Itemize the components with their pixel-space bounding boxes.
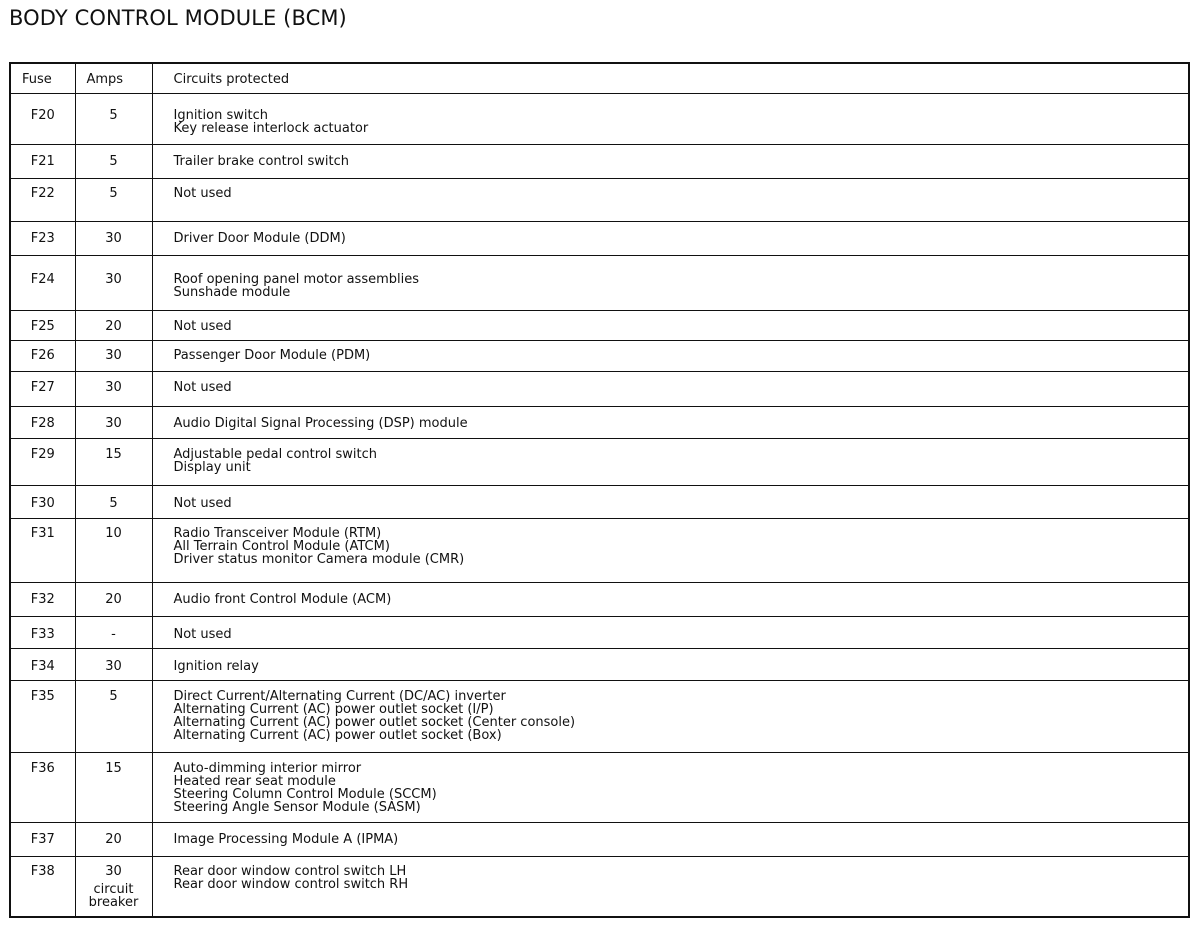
amps-value: 15 <box>105 760 122 776</box>
amps-cell <box>75 310 152 340</box>
fuse-id: F24 <box>30 271 55 287</box>
circuit-line: Ignition switch <box>173 107 268 123</box>
circuit-line: Radio Transceiver Module (RTM) <box>173 525 382 541</box>
fuse-cell <box>10 93 75 144</box>
circuit-line: Image Processing Module A (IPMA) <box>173 831 399 847</box>
amps-cell <box>75 144 152 178</box>
fuse-cell <box>10 406 75 438</box>
fuse-id: F36 <box>30 760 55 776</box>
circuits-cell <box>152 616 1189 648</box>
amps-cell <box>75 438 152 485</box>
amps-cell <box>75 485 152 518</box>
amps-value: 30 <box>105 415 122 431</box>
amps-value: 5 <box>109 107 118 123</box>
circuit-line: Passenger Door Module (PDM) <box>173 347 371 363</box>
fuse-id: F22 <box>30 185 55 201</box>
circuits-cell <box>152 438 1189 485</box>
fuse-id: F35 <box>30 688 55 704</box>
table-row <box>10 438 1189 485</box>
amps-value: 15 <box>105 446 122 462</box>
amps-value: 5 <box>109 688 118 704</box>
fuse-cell <box>10 438 75 485</box>
fuse-id: F27 <box>30 379 55 395</box>
table-row <box>10 144 1189 178</box>
fuse-id: F37 <box>30 831 55 847</box>
fuse-id: F31 <box>30 525 55 541</box>
circuit-line: Not used <box>173 379 232 395</box>
table-row <box>10 856 1189 917</box>
fuse-cell <box>10 255 75 310</box>
circuit-line: Audio Digital Signal Processing (DSP) module <box>173 415 468 431</box>
amps-value: 30 <box>105 379 122 395</box>
circuit-line: Adjustable pedal control switch <box>173 446 378 462</box>
amps-value: 30 <box>105 658 122 674</box>
circuit-line: Not used <box>173 626 232 642</box>
amps-cell <box>75 93 152 144</box>
fuse-cell <box>10 340 75 371</box>
amps-cell <box>75 406 152 438</box>
amps-value: 5 <box>109 495 118 511</box>
table-row <box>10 178 1189 221</box>
amps-cell <box>75 822 152 856</box>
fuse-cell <box>10 485 75 518</box>
circuit-line: Steering Column Control Module (SCCM) <box>173 786 437 802</box>
amps-value: breaker <box>88 894 139 910</box>
table-row <box>10 406 1189 438</box>
circuit-line: Roof opening panel motor assemblies <box>173 271 420 287</box>
circuit-line: Ignition relay <box>173 658 259 674</box>
circuit-line: All Terrain Control Module (ATCM) <box>173 538 390 554</box>
amps-value: 5 <box>109 153 118 169</box>
fuse-id: F38 <box>30 863 55 879</box>
fuse-id: F28 <box>30 415 55 431</box>
amps-value: 30 <box>105 863 122 879</box>
amps-cell <box>75 582 152 616</box>
circuits-cell <box>152 680 1189 752</box>
page-title: BODY CONTROL MODULE (BCM) <box>9 6 347 30</box>
circuits-cell <box>152 340 1189 371</box>
table-row <box>10 310 1189 340</box>
circuits-cell <box>152 178 1189 221</box>
table-row <box>10 648 1189 680</box>
circuit-line: Rear door window control switch RH <box>173 876 409 892</box>
circuits-cell <box>152 310 1189 340</box>
circuit-line: Auto-dimming interior mirror <box>173 760 362 776</box>
amps-cell <box>75 680 152 752</box>
circuits-cell <box>152 371 1189 406</box>
fuse-id: F25 <box>30 318 55 334</box>
amps-value: 20 <box>105 318 122 334</box>
fuse-id: F29 <box>30 446 55 462</box>
fuse-cell <box>10 680 75 752</box>
table-row <box>10 822 1189 856</box>
fuse-id: F33 <box>30 626 55 642</box>
circuits-cell <box>152 822 1189 856</box>
fuse-id: F32 <box>30 591 55 607</box>
circuits-cell <box>152 93 1189 144</box>
amps-cell <box>75 518 152 582</box>
table-header-row <box>10 63 1189 93</box>
amps-cell <box>75 221 152 255</box>
table-row <box>10 485 1189 518</box>
column-header-circuits: Circuits protected <box>152 63 1189 93</box>
fuse-table <box>9 62 1190 918</box>
amps-cell <box>75 178 152 221</box>
amps-value: - <box>111 626 116 642</box>
fuse-cell <box>10 648 75 680</box>
circuit-line: Direct Current/Alternating Current (DC/AC) inverter <box>173 688 506 704</box>
amps-cell <box>75 255 152 310</box>
circuits-cell <box>152 485 1189 518</box>
fuse-cell <box>10 752 75 822</box>
circuit-line: Key release interlock actuator <box>173 120 369 136</box>
circuit-line: Rear door window control switch LH <box>173 863 407 879</box>
circuits-cell <box>152 856 1189 917</box>
table-row <box>10 371 1189 406</box>
amps-value: 30 <box>105 347 122 363</box>
circuits-cell <box>152 518 1189 582</box>
circuits-cell <box>152 255 1189 310</box>
fuse-id: F34 <box>30 658 55 674</box>
amps-cell <box>75 371 152 406</box>
fuse-cell <box>10 144 75 178</box>
circuits-cell <box>152 752 1189 822</box>
circuit-line: Trailer brake control switch <box>173 153 349 169</box>
fuse-id: F21 <box>30 153 55 169</box>
circuit-line: Not used <box>173 495 232 511</box>
amps-value: 5 <box>109 185 118 201</box>
circuit-line: Sunshade module <box>173 284 291 300</box>
circuits-cell <box>152 144 1189 178</box>
table-row <box>10 221 1189 255</box>
column-header-fuse: Fuse <box>10 63 75 93</box>
fuse-cell <box>10 856 75 917</box>
table-row <box>10 616 1189 648</box>
circuit-line: Steering Angle Sensor Module (SASM) <box>173 799 421 815</box>
circuits-cell <box>152 221 1189 255</box>
circuits-cell <box>152 582 1189 616</box>
fuse-cell <box>10 616 75 648</box>
fuse-cell <box>10 178 75 221</box>
table-row <box>10 255 1189 310</box>
table-row <box>10 93 1189 144</box>
table-body <box>10 93 1189 917</box>
amps-value: 20 <box>105 831 122 847</box>
circuits-cell <box>152 648 1189 680</box>
circuit-line: Display unit <box>173 459 251 475</box>
fuse-cell <box>10 518 75 582</box>
circuit-line: Driver status monitor Camera module (CMR) <box>173 551 465 567</box>
circuit-line: Alternating Current (AC) power outlet socket (Box) <box>173 727 502 743</box>
amps-cell <box>75 340 152 371</box>
fuse-id: F20 <box>30 107 55 123</box>
table-row <box>10 582 1189 616</box>
fuse-cell <box>10 221 75 255</box>
amps-cell <box>75 856 152 917</box>
amps-cell <box>75 616 152 648</box>
amps-value: 30 <box>105 230 122 246</box>
amps-cell <box>75 752 152 822</box>
fuse-cell <box>10 310 75 340</box>
amps-value: 30 <box>105 271 122 287</box>
column-header-amps: Amps <box>75 63 152 93</box>
fuse-id: F23 <box>30 230 55 246</box>
circuit-line: Not used <box>173 318 232 334</box>
circuit-line: Heated rear seat module <box>173 773 336 789</box>
table-row <box>10 518 1189 582</box>
circuit-line: Audio front Control Module (ACM) <box>173 591 392 607</box>
fuse-cell <box>10 582 75 616</box>
circuit-line: Not used <box>173 185 232 201</box>
amps-value: 10 <box>105 525 122 541</box>
fuse-cell <box>10 371 75 406</box>
fuse-id: F30 <box>30 495 55 511</box>
table-row <box>10 340 1189 371</box>
circuit-line: Alternating Current (AC) power outlet socket (I/P) <box>173 701 494 717</box>
circuit-line: Driver Door Module (DDM) <box>173 230 346 246</box>
fuse-cell <box>10 822 75 856</box>
table-row <box>10 752 1189 822</box>
table-row <box>10 680 1189 752</box>
amps-value: 20 <box>105 591 122 607</box>
amps-value: circuit <box>93 881 134 897</box>
circuit-line: Alternating Current (AC) power outlet socket (Center console) <box>173 714 576 730</box>
fuse-id: F26 <box>30 347 55 363</box>
amps-cell <box>75 648 152 680</box>
circuits-cell <box>152 406 1189 438</box>
